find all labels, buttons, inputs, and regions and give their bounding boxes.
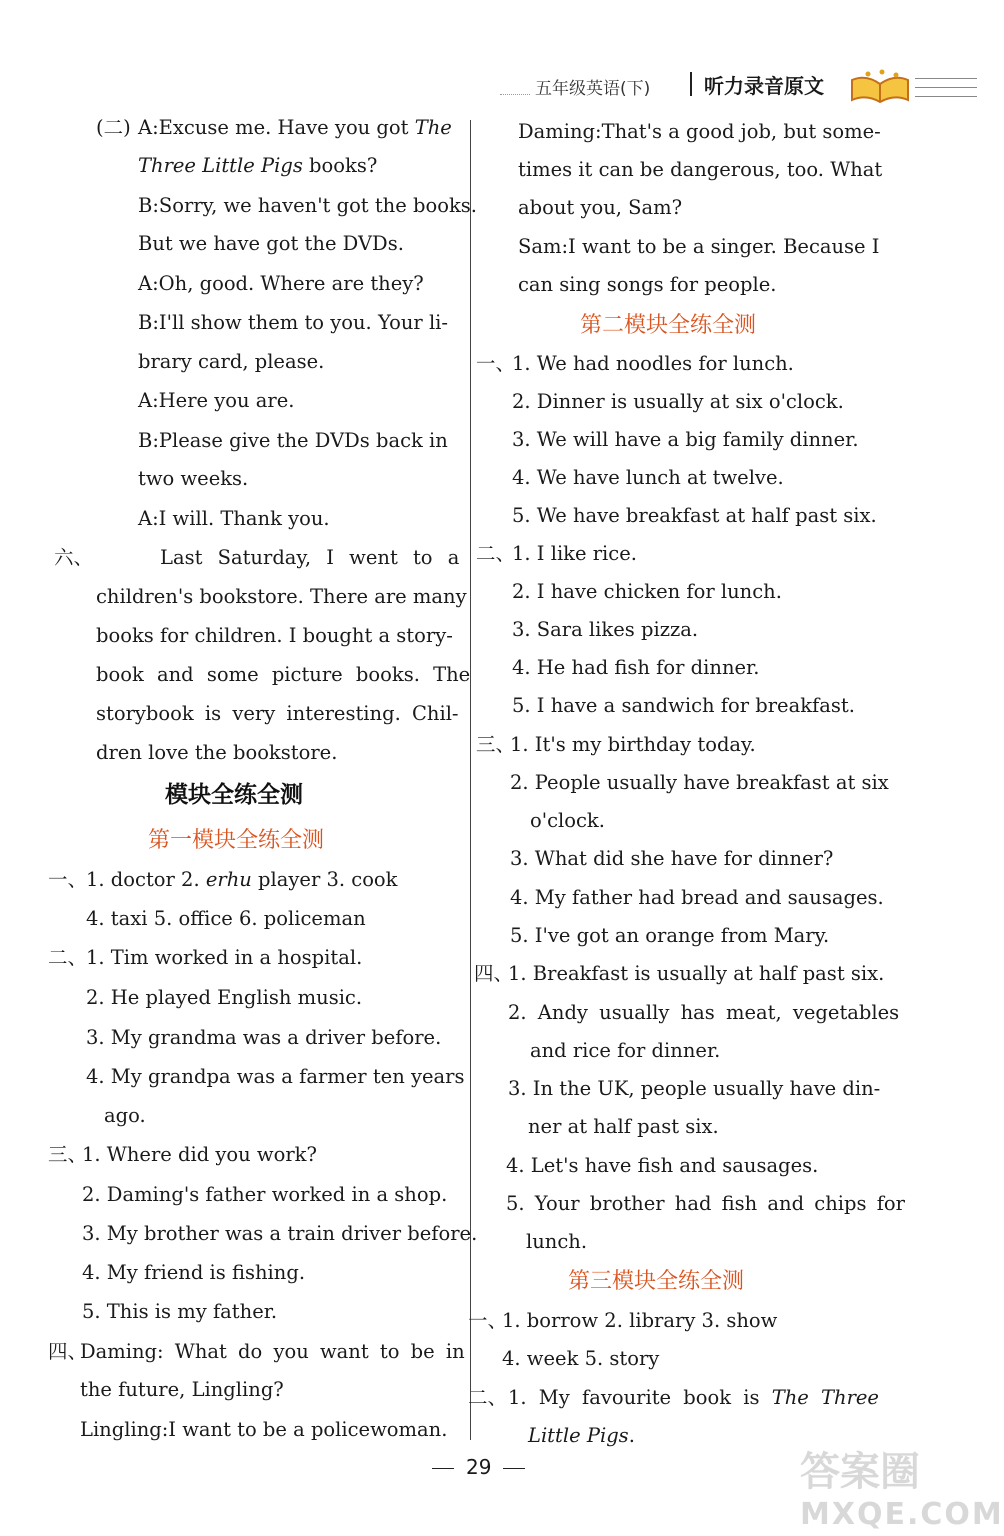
section-heading: 模块全练全测 (165, 782, 303, 808)
text-line: 4. My father had bread and sausages. (510, 886, 884, 909)
section-mark: 四、 (474, 962, 514, 985)
text-line: 3. What did she have for dinner? (510, 847, 834, 870)
text-line: 4. taxi 5. office 6. policeman (86, 907, 366, 930)
text-line: Sam:I want to be a singer. Because I (518, 235, 880, 258)
text-line: 4. He had fish for dinner. (512, 656, 760, 679)
header-title: 听力录音原文 (704, 74, 824, 98)
text-line: 5. Your brother had fish and chips for (506, 1192, 905, 1215)
module-heading: 第一模块全练全测 (148, 828, 325, 853)
text-line: two weeks. (138, 467, 249, 490)
text-line: But we have got the DVDs. (138, 232, 404, 255)
text-line: times it can be dangerous, too. What (518, 158, 883, 181)
text-line: 5. We have breakfast at half past six. (512, 504, 877, 527)
text-line: 2. Daming's father worked in a shop. (82, 1183, 448, 1206)
text-line: 3. We will have a big family dinner. (512, 428, 859, 451)
page-number: 29 (420, 1455, 537, 1479)
text-line: storybook is very interesting. Chil- (96, 702, 459, 725)
header-lines (915, 78, 977, 105)
section-mark: 六、 (54, 546, 94, 569)
text-line: A:Excuse me. Have you got The (138, 116, 452, 139)
header-dots (500, 94, 530, 95)
text-line: lunch. (526, 1230, 588, 1253)
section-mark: 二、 (48, 946, 88, 969)
text-line: B:Please give the DVDs back in (138, 429, 448, 452)
text-line: 3. My brother was a train driver before. (82, 1222, 478, 1245)
text-line: can sing songs for people. (518, 273, 777, 296)
section-mark: 四、 (48, 1340, 88, 1363)
text-line: 1. borrow 2. library 3. show (502, 1309, 778, 1332)
text-line: 3. Sara likes pizza. (512, 618, 699, 641)
text-line: 3. In the UK, people usually have din- (508, 1077, 881, 1100)
text-line: the future, Lingling? (80, 1378, 284, 1401)
header-separator (690, 72, 692, 96)
text-line: 5. This is my father. (82, 1300, 278, 1323)
text-line: dren love the bookstore. (96, 741, 338, 764)
text-line: 2. Dinner is usually at six o'clock. (512, 390, 844, 413)
text-line: 1. doctor 2. erhu player 3. cook (86, 868, 398, 891)
text-line: ago. (104, 1104, 146, 1127)
text-line: 1. Breakfast is usually at half past six. (508, 962, 885, 985)
text-line: 1. We had noodles for lunch. (512, 352, 794, 375)
text-line: ner at half past six. (528, 1115, 719, 1138)
module-heading: 第三模块全练全测 (568, 1269, 745, 1294)
text-line: 1. I like rice. (512, 542, 637, 565)
text-line: B:Sorry, we haven't got the books. (138, 194, 477, 217)
book-icon (848, 70, 912, 106)
text-line: 4. We have lunch at twelve. (512, 466, 784, 489)
text-line: 4. week 5. story (502, 1347, 660, 1370)
text-line: 4. Let's have fish and sausages. (506, 1154, 819, 1177)
text-line: brary card, please. (138, 350, 325, 373)
section-mark: (二) (96, 116, 131, 139)
section-mark: 一、 (476, 352, 516, 375)
text-line: o'clock. (530, 809, 605, 832)
text-line: about you, Sam? (518, 196, 683, 219)
text-line: Lingling:I want to be a policewoman. (80, 1418, 448, 1441)
text-line: Daming:That's a good job, but some- (518, 120, 881, 143)
text-line: A:Here you are. (138, 389, 295, 412)
text-line: 3. My grandma was a driver before. (86, 1026, 442, 1049)
text-line: 1. Tim worked in a hospital. (86, 946, 363, 969)
text-line: 4. My friend is fishing. (82, 1261, 306, 1284)
text-line: 1. My favourite book is The Three (508, 1386, 879, 1409)
text-line: 1. Where did you work? (82, 1143, 317, 1166)
text-line: A:Oh, good. Where are they? (138, 272, 424, 295)
text-line: 2. Andy usually has meat, vegetables (508, 1001, 900, 1024)
text-line: book and some picture books. The (96, 663, 471, 686)
text-line: Little Pigs. (528, 1424, 635, 1447)
text-line: Last Saturday, I went to a (160, 546, 460, 569)
text-line: 2. I have chicken for lunch. (512, 580, 782, 603)
watermark: 答案圈 MXQE.COM (800, 1449, 1004, 1532)
section-mark: 一、 (468, 1309, 508, 1332)
text-line: 5. I have a sandwich for breakfast. (512, 694, 855, 717)
section-mark: 二、 (476, 542, 516, 565)
section-mark: 二、 (468, 1386, 508, 1409)
text-line: 5. I've got an orange from Mary. (510, 924, 830, 947)
text-line: Three Little Pigs books? (138, 154, 378, 177)
text-line: 2. He played English music. (86, 986, 363, 1009)
text-line: 2. People usually have breakfast at six (510, 771, 889, 794)
text-line: A:I will. Thank you. (138, 507, 330, 530)
text-line: B:I'll show them to you. Your li- (138, 311, 449, 334)
text-line: 1. It's my birthday today. (510, 733, 756, 756)
module-heading: 第二模块全练全测 (580, 313, 757, 338)
section-mark: 一、 (48, 868, 88, 891)
text-line: Daming: What do you want to be in (80, 1340, 465, 1363)
text-line: books for children. I bought a story- (96, 624, 453, 647)
text-line: children's bookstore. There are many (96, 585, 467, 608)
section-mark: 三、 (48, 1143, 88, 1166)
text-line: 4. My grandpa was a farmer ten years (86, 1065, 465, 1088)
header-subtitle: 五年级英语(下) (535, 79, 651, 99)
section-mark: 三、 (476, 733, 516, 756)
text-line: and rice for dinner. (530, 1039, 721, 1062)
